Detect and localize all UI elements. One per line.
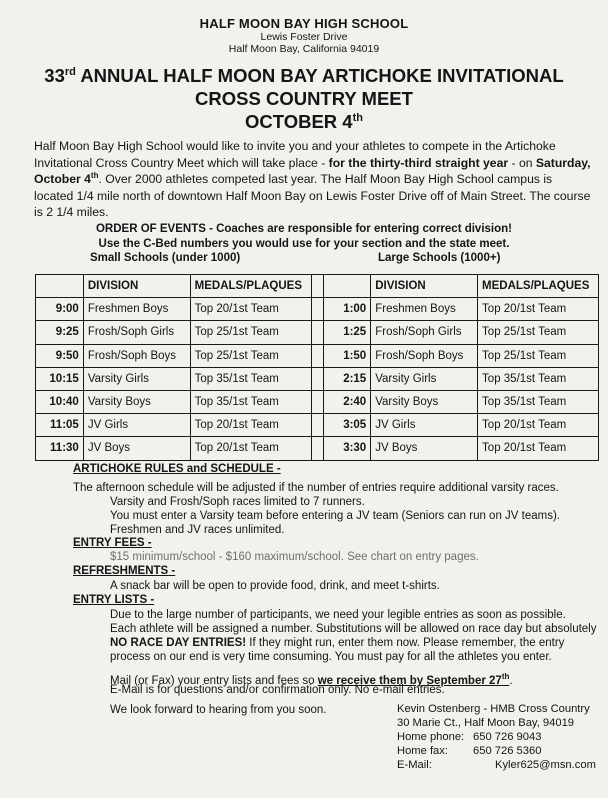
- event-time: 11:30: [36, 437, 84, 460]
- table-gap-cell: [311, 390, 323, 413]
- table-header-cell: MEDALS/PLAQUES: [478, 275, 599, 298]
- table-gap-cell: [311, 437, 323, 460]
- fees-line: $15 minimum/school - $160 maximum/school. See chart on entry pages.: [110, 551, 479, 563]
- table-row: [36, 298, 599, 321]
- event-division: Frosh/Soph Boys: [83, 344, 190, 367]
- table-row: [36, 414, 599, 437]
- table-gap-cell: [311, 344, 323, 367]
- school-name: HALF MOON BAY HIGH SCHOOL: [199, 16, 409, 31]
- school-city: Half Moon Bay, California 94019: [228, 43, 380, 55]
- event-time: 1:25: [323, 321, 371, 344]
- school-street: Lewis Foster Drive: [260, 31, 348, 43]
- refreshments-line: A snack bar will be open to provide food, drink, and meet t-shirts.: [110, 580, 440, 592]
- table-gap-cell: [311, 367, 323, 390]
- table-row: [36, 390, 599, 413]
- events-table-body: [36, 275, 599, 461]
- event-division: Varsity Boys: [371, 390, 478, 413]
- event-award: Top 25/1st Team: [478, 344, 599, 367]
- event-award: Top 20/1st Team: [478, 298, 599, 321]
- entry-line: process on our end is very time consuming. You must pay for all the athletes you enter.: [110, 651, 552, 663]
- event-time: 10:15: [36, 367, 84, 390]
- contact-block: [397, 702, 596, 772]
- entry-line: Each athlete will be assigned a number. Substitutions will be allowed on race day but absolutely: [110, 623, 597, 635]
- meet-title: [0, 64, 608, 133]
- order-line-1: ORDER OF EVENTS - Coaches are responsible for entering correct division!: [95, 223, 512, 235]
- event-award: Top 25/1st Team: [190, 321, 311, 344]
- event-time: 9:00: [36, 298, 84, 321]
- order-of-events: [0, 222, 608, 251]
- contact-fax: 650 726 5360: [473, 745, 542, 757]
- event-award: Top 35/1st Team: [190, 367, 311, 390]
- title-line-3: OCTOBER 4th: [245, 111, 363, 132]
- table-gap-cell: [311, 275, 323, 298]
- event-division: JV Boys: [83, 437, 190, 460]
- refreshments-heading: REFRESHMENTS -: [73, 565, 176, 577]
- event-division: Frosh/Soph Girls: [371, 321, 478, 344]
- event-award: Top 20/1st Team: [190, 298, 311, 321]
- closing-line: We look forward to hearing from you soon.: [110, 704, 327, 716]
- entry-line: Due to the large number of participants, we need your legible entries as soon as possible.: [110, 609, 566, 621]
- events-table: [35, 274, 599, 461]
- event-award: Top 25/1st Team: [478, 321, 599, 344]
- event-division: Frosh/Soph Girls: [83, 321, 190, 344]
- event-time: 3:30: [323, 437, 371, 460]
- table-row: [36, 321, 599, 344]
- small-schools-label: Small Schools (under 1000): [90, 252, 241, 264]
- order-line-2: Use the C-Bed numbers you would use for your section and the state meet.: [98, 237, 510, 250]
- event-division: Freshmen Boys: [371, 298, 478, 321]
- fees-heading: ENTRY FEES -: [73, 537, 152, 549]
- event-division: Varsity Girls: [83, 367, 190, 390]
- event-division: JV Girls: [83, 414, 190, 437]
- contact-phone: 650 726 9043: [473, 731, 542, 743]
- event-division: Freshmen Boys: [83, 298, 190, 321]
- event-award: Top 35/1st Team: [190, 390, 311, 413]
- rules-line: The afternoon schedule will be adjusted if the number of entries require additional varsity races.: [73, 482, 559, 494]
- entry-lists-heading: ENTRY LISTS -: [73, 594, 155, 606]
- rules-line: You must enter a Varsity team before entering a JV team (Seniors can run on JV teams).: [110, 510, 560, 522]
- contact-address: 30 Marie Ct., Half Moon Bay, 94019: [397, 717, 575, 729]
- contact-email-row: E-Mail: Kyler625@msn.com: [397, 759, 596, 771]
- table-header-cell: DIVISION: [371, 275, 478, 298]
- event-time: 3:05: [323, 414, 371, 437]
- contact-fax-row: Home fax: 650 726 5360: [397, 745, 542, 757]
- event-award: Top 35/1st Team: [478, 367, 599, 390]
- event-award: Top 20/1st Team: [190, 437, 311, 460]
- table-gap-cell: [311, 298, 323, 321]
- table-gap-cell: [311, 321, 323, 344]
- event-division: JV Girls: [371, 414, 478, 437]
- table-header-cell: [323, 275, 371, 298]
- event-award: Top 35/1st Team: [478, 390, 599, 413]
- title-line-1: 33rd ANNUAL HALF MOON BAY ARTICHOKE INVITATIONAL: [44, 65, 564, 86]
- rules-line: Varsity and Frosh/Soph races limited to 7 runners.: [110, 496, 365, 508]
- event-time: 2:40: [323, 390, 371, 413]
- large-schools-label: Large Schools (1000+): [378, 252, 501, 264]
- table-header-cell: MEDALS/PLAQUES: [190, 275, 311, 298]
- table-header-row: [36, 275, 599, 298]
- table-row: [36, 344, 599, 367]
- rules-line: Freshmen and JV races unlimited.: [110, 524, 285, 536]
- table-header-cell: DIVISION: [83, 275, 190, 298]
- table-row: [36, 437, 599, 460]
- contact-phone-row: Home phone: 650 726 9043: [397, 731, 542, 743]
- event-division: Frosh/Soph Boys: [371, 344, 478, 367]
- event-division: JV Boys: [371, 437, 478, 460]
- email-note-line: E-Mail is for questions and/or confirmation only. No e-mail entries.: [110, 684, 445, 696]
- rules-heading: ARTICHOKE RULES and SCHEDULE -: [73, 463, 281, 475]
- event-division: Varsity Boys: [83, 390, 190, 413]
- event-time: 10:40: [36, 390, 84, 413]
- event-award: Top 25/1st Team: [190, 344, 311, 367]
- event-time: 1:00: [323, 298, 371, 321]
- entry-line: NO RACE DAY ENTRIES! If they might run, enter them now. Please remember, the entry: [110, 637, 565, 649]
- table-header-cell: [36, 275, 84, 298]
- mail-deadline-line: Mail (or Fax) your entry lists and fees so we receive them by September 27th.: [110, 672, 513, 687]
- title-line-2: CROSS COUNTRY MEET: [195, 88, 413, 109]
- event-time: 9:25: [36, 321, 84, 344]
- table-gap-cell: [311, 414, 323, 437]
- event-award: Top 20/1st Team: [478, 414, 599, 437]
- event-time: 11:05: [36, 414, 84, 437]
- event-time: 9:50: [36, 344, 84, 367]
- event-division: Varsity Girls: [371, 367, 478, 390]
- intro-paragraph: Half Moon Bay High School would like to invite you and your athletes to compete in the Artichoke Invitational Cross Country Meet which will take place - for the thirty-third straight year - on Saturday, October 4th. Over 2000 athletes competed last year. The Half Moon Bay High School campus is located 1/4 mile north of downtown Half Moon Bay on Lewis Foster Drive off of Main Street. The course is 2 1/4 miles.: [34, 139, 591, 219]
- event-time: 2:15: [323, 367, 371, 390]
- contact-email[interactable]: Kyler625@msn.com: [495, 759, 596, 771]
- event-award: Top 20/1st Team: [478, 437, 599, 460]
- event-award: Top 20/1st Team: [190, 414, 311, 437]
- event-time: 1:50: [323, 344, 371, 367]
- table-row: [36, 367, 599, 390]
- contact-name: Kevin Ostenberg - HMB Cross Country: [397, 703, 590, 715]
